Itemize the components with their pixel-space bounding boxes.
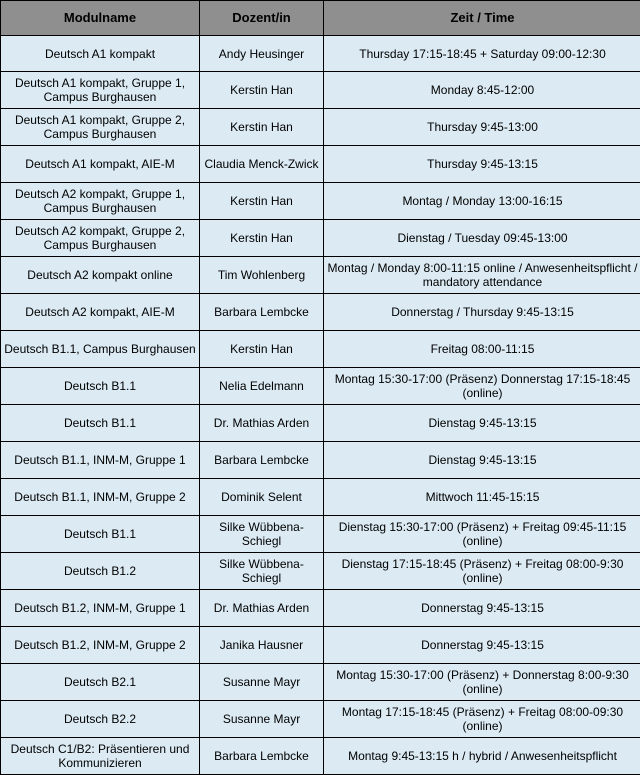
module-cell: Deutsch B1.1, INM-M, Gruppe 2 (1, 479, 200, 516)
table-row (1, 257, 640, 294)
teacher-cell: Kerstin Han (200, 331, 324, 368)
module-cell: Deutsch A1 kompakt, Gruppe 1, Campus Burghausen (1, 72, 200, 109)
teacher-cell: Susanne Mayr (200, 701, 324, 738)
teacher-cell: Barbara Lembcke (200, 738, 324, 775)
time-cell: Donnerstag 9:45-13:15 (324, 627, 640, 664)
teacher-cell: Susanne Mayr (200, 664, 324, 701)
header-dozent: Dozent/in (200, 1, 324, 36)
table-row (1, 442, 640, 479)
header-modulname: Modulname (1, 1, 200, 36)
time-cell: Monday 8:45-12:00 (324, 72, 640, 109)
time-cell: Mittwoch 11:45-15:15 (324, 479, 640, 516)
time-cell: Montag 9:45-13:15 h / hybrid / Anwesenheitspflicht (324, 738, 640, 775)
teacher-cell: Kerstin Han (200, 183, 324, 220)
teacher-cell: Dr. Mathias Arden (200, 405, 324, 442)
teacher-cell: Dr. Mathias Arden (200, 590, 324, 627)
module-cell: Deutsch B2.1 (1, 664, 200, 701)
teacher-cell: Kerstin Han (200, 72, 324, 109)
table-row (1, 701, 640, 738)
module-cell: Deutsch B1.2, INM-M, Gruppe 2 (1, 627, 200, 664)
module-cell: Deutsch B1.1 (1, 405, 200, 442)
teacher-cell: Janika Hausner (200, 627, 324, 664)
table-row (1, 516, 640, 553)
module-cell: Deutsch C1/B2: Präsentieren und Kommunizieren (1, 738, 200, 775)
table-row (1, 331, 640, 368)
table-row (1, 405, 640, 442)
header-zeit: Zeit / Time (324, 1, 640, 36)
time-cell: Dienstag 9:45-13:15 (324, 405, 640, 442)
table-row (1, 72, 640, 109)
teacher-cell: Silke Wübbena-Schiegl (200, 553, 324, 590)
table-row (1, 368, 640, 405)
time-cell: Montag 17:15-18:45 (Präsenz) + Freitag 08:00-09:30 (online) (324, 701, 640, 738)
teacher-cell: Tim Wohlenberg (200, 257, 324, 294)
teacher-cell: Barbara Lembcke (200, 294, 324, 331)
module-cell: Deutsch A2 kompakt, Gruppe 2, Campus Burghausen (1, 220, 200, 257)
time-cell: Thursday 17:15-18:45 + Saturday 09:00-12:30 (324, 36, 640, 72)
module-cell: Deutsch B1.2, INM-M, Gruppe 1 (1, 590, 200, 627)
table-row (1, 183, 640, 220)
time-cell: Dienstag 9:45-13:15 (324, 442, 640, 479)
time-cell: Dienstag / Tuesday 09:45-13:00 (324, 220, 640, 257)
module-cell: Deutsch B1.2 (1, 553, 200, 590)
module-cell: Deutsch A1 kompakt (1, 36, 200, 72)
time-cell: Thursday 9:45-13:15 (324, 146, 640, 183)
table-row (1, 627, 640, 664)
teacher-cell: Andy Heusinger (200, 36, 324, 72)
time-cell: Montag 15:30-17:00 (Präsenz) Donnerstag 17:15-18:45 (online) (324, 368, 640, 405)
table-row (1, 109, 640, 146)
table-row (1, 294, 640, 331)
table-row (1, 553, 640, 590)
module-cell: Deutsch A1 kompakt, AIE-M (1, 146, 200, 183)
module-cell: Deutsch A1 kompakt, Gruppe 2, Campus Burghausen (1, 109, 200, 146)
module-cell: Deutsch B1.1, Campus Burghausen (1, 331, 200, 368)
module-cell: Deutsch B1.1 (1, 516, 200, 553)
time-cell: Donnerstag 9:45-13:15 (324, 590, 640, 627)
module-cell: Deutsch B1.1 (1, 368, 200, 405)
module-cell: Deutsch A2 kompakt, Gruppe 1, Campus Burghausen (1, 183, 200, 220)
teacher-cell: Kerstin Han (200, 109, 324, 146)
teacher-cell: Claudia Menck-Zwick (200, 146, 324, 183)
module-cell: Deutsch A2 kompakt, AIE-M (1, 294, 200, 331)
module-cell: Deutsch A2 kompakt online (1, 257, 200, 294)
table-row (1, 36, 640, 72)
time-cell: Montag / Monday 13:00-16:15 (324, 183, 640, 220)
table-row (1, 664, 640, 701)
time-cell: Thursday 9:45-13:00 (324, 109, 640, 146)
header-row (1, 1, 640, 36)
time-cell: Donnerstag / Thursday 9:45-13:15 (324, 294, 640, 331)
teacher-cell: Silke Wübbena-Schiegl (200, 516, 324, 553)
time-cell: Montag 15:30-17:00 (Präsenz) + Donnerstag 8:00-9:30 (online) (324, 664, 640, 701)
table-body (1, 36, 640, 775)
table-row (1, 220, 640, 257)
teacher-cell: Kerstin Han (200, 220, 324, 257)
teacher-cell: Nelia Edelmann (200, 368, 324, 405)
time-cell: Montag / Monday 8:00-11:15 online / Anwesenheitspflicht / mandatory attendance (324, 257, 640, 294)
table-row (1, 479, 640, 516)
module-cell: Deutsch B2.2 (1, 701, 200, 738)
time-cell: Dienstag 17:15-18:45 (Präsenz) + Freitag 08:00-9:30 (online) (324, 553, 640, 590)
table-row (1, 590, 640, 627)
table-row (1, 738, 640, 775)
time-cell: Dienstag 15:30-17:00 (Präsenz) + Freitag 09:45-11:15 (online) (324, 516, 640, 553)
teacher-cell: Dominik Selent (200, 479, 324, 516)
table-row (1, 146, 640, 183)
module-cell: Deutsch B1.1, INM-M, Gruppe 1 (1, 442, 200, 479)
teacher-cell: Barbara Lembcke (200, 442, 324, 479)
time-cell: Freitag 08:00-11:15 (324, 331, 640, 368)
